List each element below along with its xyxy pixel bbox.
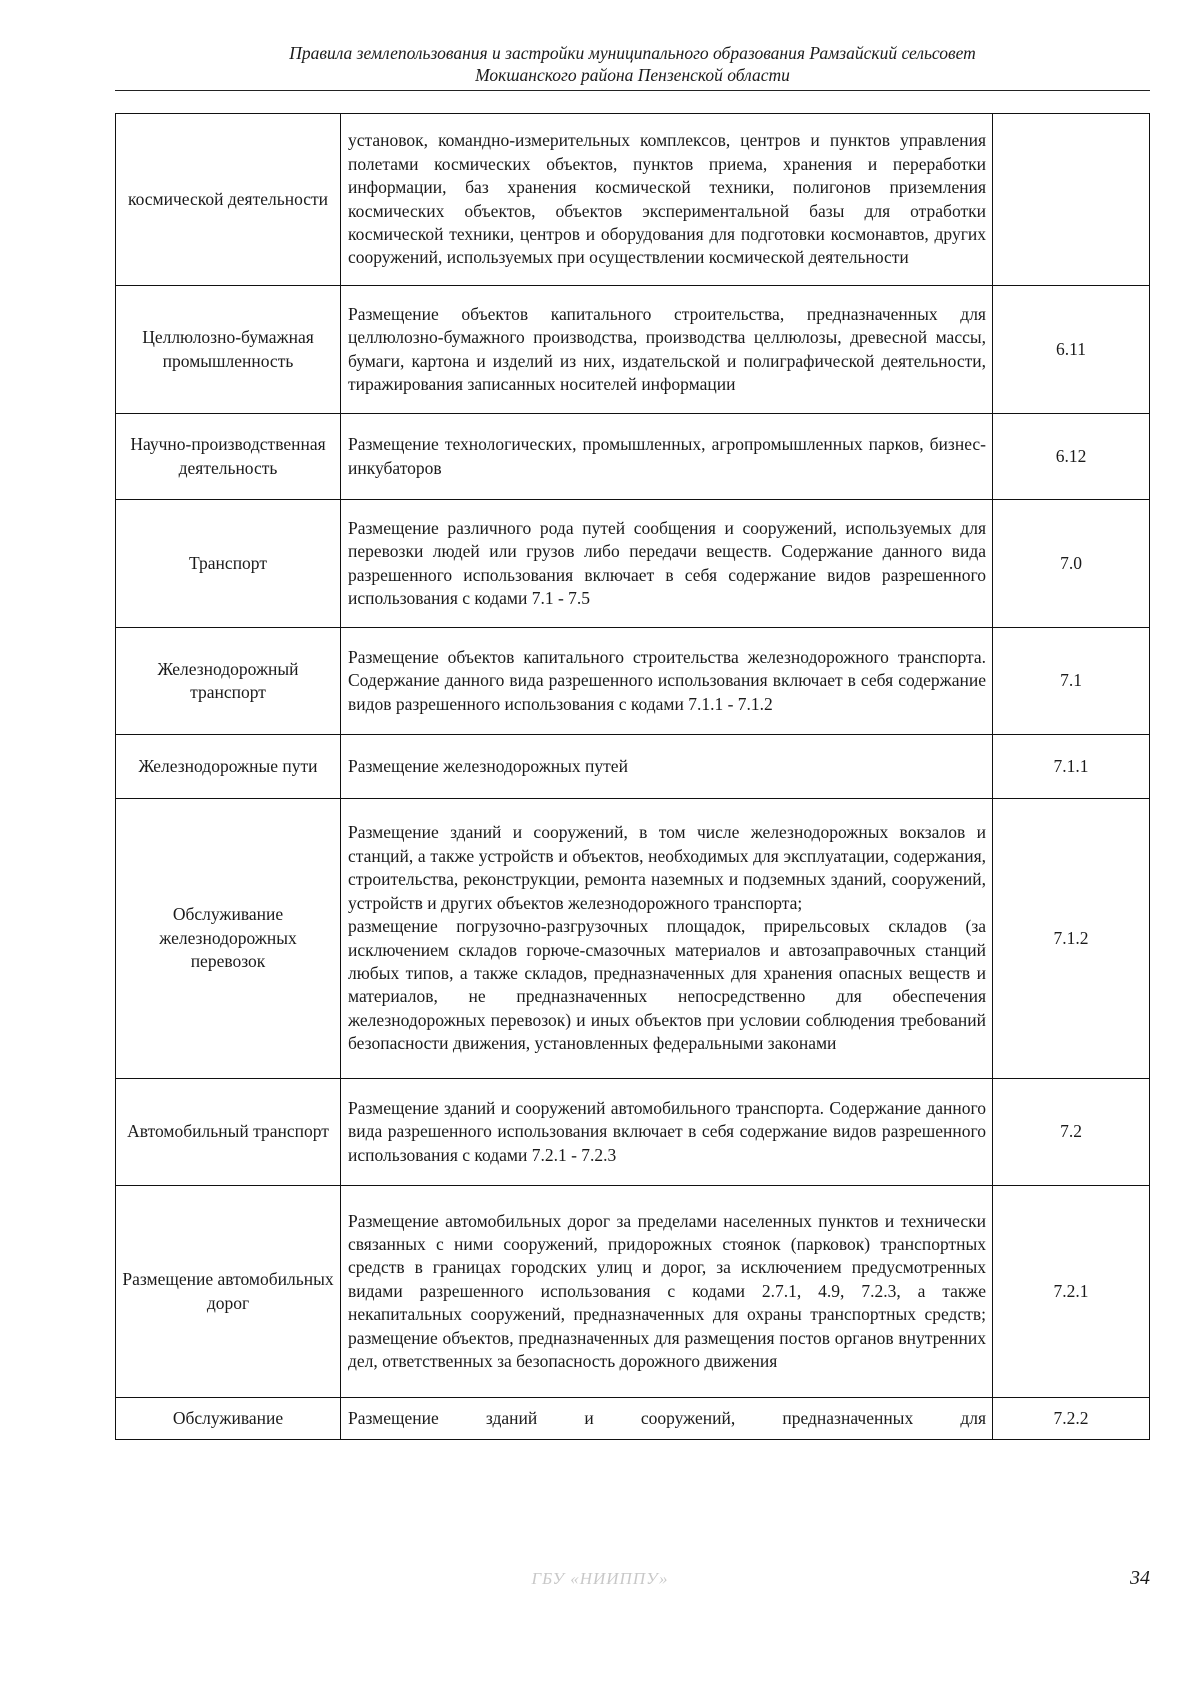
use-type-name: Размещение автомобильных дорог	[116, 1186, 341, 1398]
use-type-description: Размещение зданий и сооружений, в том числе железнодорожных вокзалов и станций, а также устройств и объектов, необходимых для эксплуатации, содержания, строительства, реконструкции, ремонта наземных и подземных зданий, сооружений, устройств и других объектов железнодорожного транспорта; размещение погрузочно-разгрузочных площадок, прирельсовых складов (за исключением складов горюче-смазочных материалов и автозаправочных станций любых типов, а также складов, предназначенных для хранения опасных веществ и материалов, не предназначенных непосредственно для обеспечения железнодорожных перевозок) и иных объектов при условии соблюдения требований безопасности движения, установленных федеральными законами	[341, 799, 993, 1079]
use-type-name: Автомобильный транспорт	[116, 1079, 341, 1186]
use-type-name: Железнодорожные пути	[116, 735, 341, 799]
use-type-description: установок, командно-измерительных комплексов, центров и пунктов управления полетами космических объектов, пунктов приема, хранения и переработки информации, баз хранения космической техники, полигонов приземления космических объектов, объектов экспериментальной базы для отработки космической техники, центров и оборудования для подготовки космонавтов, других сооружений, используемых при осуществлении космической деятельности	[341, 114, 993, 286]
use-type-name: Железнодорожный транспорт	[116, 628, 341, 735]
use-type-code: 7.0	[993, 500, 1150, 628]
page-number: 34	[1130, 1567, 1150, 1589]
footer-organization: ГБУ «НИИППУ»	[531, 1569, 669, 1588]
use-type-code: 7.2	[993, 1079, 1150, 1186]
use-type-name: Научно-производственная деятельность	[116, 414, 341, 500]
use-type-code: 7.2.1	[993, 1186, 1150, 1398]
use-type-code: 6.11	[993, 286, 1150, 414]
header-line-2: Мокшанского района Пензенской области	[475, 65, 790, 85]
use-type-description: Размещение автомобильных дорог за пределами населенных пунктов и технически связанных с ними сооружений, придорожных стоянок (парковок) транспортных средств в границах городских улиц и дорог, за исключением предусмотренных видами разрешенного использования с кодами 2.7.1, 4.9, 7.2.3, а также некапитальных сооружений, предназначенных для охраны транспортных средств; размещение объектов, предназначенных для размещения постов органов внутренних дел, ответственных за безопасность дорожного движения	[341, 1186, 993, 1398]
use-type-code: 6.12	[993, 414, 1150, 500]
use-type-name: Целлюлозно-бумажная промышленность	[116, 286, 341, 414]
use-type-code: 7.1.2	[993, 799, 1150, 1079]
table-row	[116, 414, 1150, 500]
use-type-name: Обслуживание	[116, 1398, 341, 1440]
use-type-description: Размещение различного рода путей сообщения и сооружений, используемых для перевозки людей или грузов либо передачи веществ. Содержание данного вида разрешенного использования включает в себя содержание видов разрешенного использования с кодами 7.1 - 7.5	[341, 500, 993, 628]
use-type-name: космической деятельности	[116, 114, 341, 286]
table-row	[116, 799, 1150, 1079]
use-type-description: Размещение зданий и сооружений, предназначенных для	[341, 1398, 993, 1440]
use-type-code: 7.2.2	[993, 1398, 1150, 1440]
use-type-name: Обслуживание железнодорожных перевозок	[116, 799, 341, 1079]
use-type-description: Размещение объектов капитального строительства железнодорожного транспорта. Содержание данного вида разрешенного использования включает в себя содержание видов разрешенного использования с кодами 7.1.1 - 7.1.2	[341, 628, 993, 735]
use-type-description: Размещение железнодорожных путей	[341, 735, 993, 799]
header-line-1: Правила землепользования и застройки муниципального образования Рамзайский сельсовет	[289, 43, 976, 63]
table-row	[116, 735, 1150, 799]
table-row	[116, 1186, 1150, 1398]
use-type-description: Размещение технологических, промышленных, агропромышленных парков, бизнес-инкубаторов	[341, 414, 993, 500]
page-header	[115, 42, 1150, 86]
use-type-description: Размещение объектов капитального строительства, предназначенных для целлюлозно-бумажного производства, производства целлюлозы, древесной массы, бумаги, картона и изделий из них, издательской и полиграфической деятельности, тиражирования записанных носителей информации	[341, 286, 993, 414]
table-row	[116, 628, 1150, 735]
use-type-description: Размещение зданий и сооружений автомобильного транспорта. Содержание данного вида разрешенного использования включает в себя содержание видов разрешенного использования с кодами 7.2.1 - 7.2.3	[341, 1079, 993, 1186]
use-type-code: 7.1	[993, 628, 1150, 735]
table-row	[116, 1398, 1150, 1440]
table-row	[116, 286, 1150, 414]
table-row	[116, 1079, 1150, 1186]
table-row	[116, 114, 1150, 286]
header-divider	[115, 90, 1150, 91]
use-type-code: 7.1.1	[993, 735, 1150, 799]
use-type-code	[993, 114, 1150, 286]
land-use-table	[115, 113, 1150, 1440]
table-row	[116, 500, 1150, 628]
use-type-name: Транспорт	[116, 500, 341, 628]
